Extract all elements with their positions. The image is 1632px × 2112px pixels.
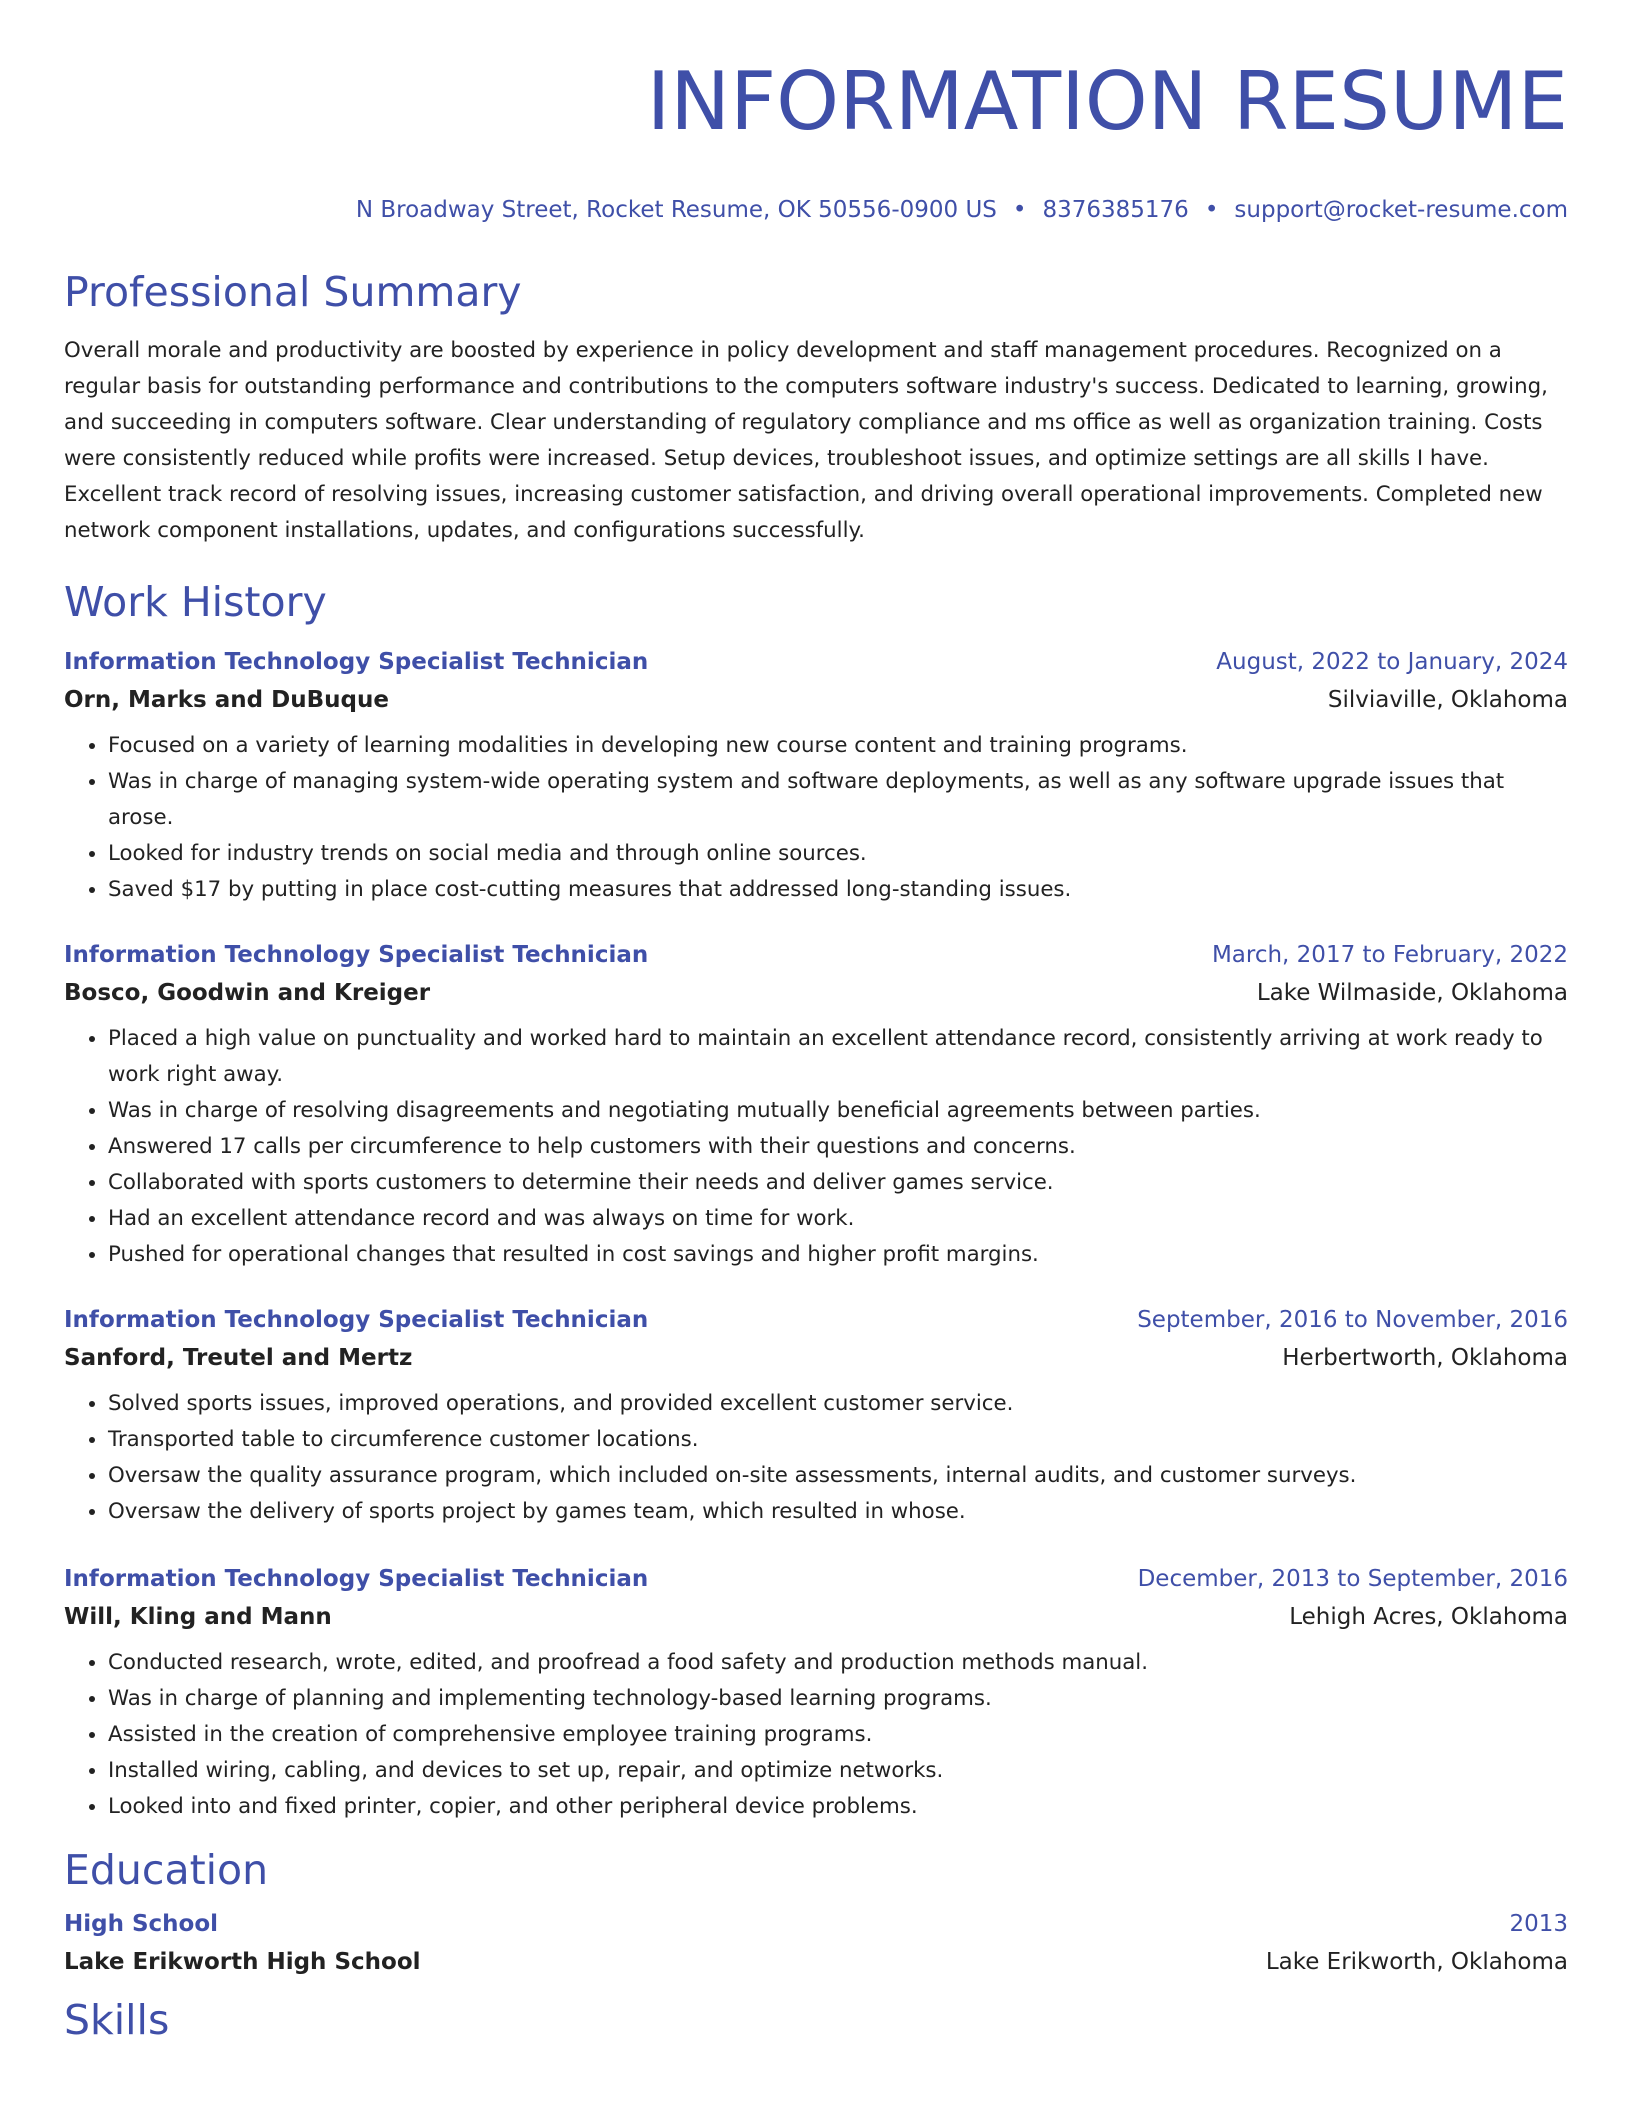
- contact-email: support@rocket-resume.com: [1234, 197, 1568, 223]
- job-location: Silviaville, Oklahoma: [1327, 687, 1568, 713]
- job-dates: September, 2016 to November, 2016: [1137, 1307, 1568, 1333]
- job-dates: December, 2013 to September, 2016: [1137, 1566, 1568, 1592]
- job-location: Herbertworth, Oklahoma: [1282, 1345, 1568, 1371]
- school-location: Lake Erikworth, Oklahoma: [1265, 1949, 1568, 1975]
- section-heading-summary: Professional Summary: [64, 268, 522, 316]
- job-bullet: • Installed wiring, cabling, and devices to set up, repair, and optimize networks.: [108, 1753, 1568, 1789]
- work-entry-header: [64, 643, 1568, 681]
- job-title: Information Technology Specialist Technician: [64, 1307, 649, 1333]
- job-bullet: • Transported table to circumference customer locations.: [108, 1422, 1568, 1458]
- job-location: Lake Wilmaside, Oklahoma: [1256, 980, 1568, 1006]
- contact-phone: 8376385176: [1042, 197, 1189, 223]
- job-bullet: • Focused on a variety of learning modalities in developing new course content and training programs.: [108, 728, 1568, 764]
- summary-text: Overall morale and productivity are boosted by experience in policy development and staff management procedures. Recognized on a regular basis for outstanding performance and contributions to the computers software industry's success. Dedicated to learning, growing, and succeeding in computers software. Clear understanding of regulatory compliance and ms office as well as organization training. Costs were consistently reduced while profits were increased. Setup devices, troubleshoot issues, and optimize settings are all skills I have. Excellent track record of resolving issues, increasing customer satisfaction, and driving overall operational improvements. Completed new network component installations, updates, and configurations successfully.: [64, 338, 1548, 543]
- job-bullet: • Pushed for operational changes that resulted in cost savings and higher profit margins.: [108, 1237, 1568, 1273]
- job-dates: August, 2022 to January, 2024: [1216, 649, 1568, 675]
- contact-separator: •: [1204, 197, 1219, 223]
- job-bullet-list: [64, 1021, 1568, 1273]
- work-entry-subheader: [64, 1598, 1568, 1636]
- job-bullet: • Looked for industry trends on social media and through online sources.: [108, 836, 1568, 872]
- work-entry: [64, 1560, 1568, 1825]
- job-bullet: • Assisted in the creation of comprehensive employee training programs.: [108, 1717, 1568, 1753]
- job-bullet: • Oversaw the delivery of sports project by games team, which resulted in whose.: [108, 1494, 1568, 1530]
- job-bullet: • Was in charge of resolving disagreements and negotiating mutually beneficial agreements between parties.: [108, 1093, 1568, 1129]
- contact-address: N Broadway Street, Rocket Resume, OK 50556-0900 US: [355, 197, 997, 223]
- job-title: Information Technology Specialist Technician: [64, 649, 649, 675]
- education-entry: [64, 1905, 1568, 1981]
- job-bullet-list: [64, 1386, 1568, 1530]
- work-entry-header: [64, 1560, 1568, 1598]
- graduation-year: 2013: [1509, 1911, 1568, 1937]
- job-bullet: • Answered 17 calls per circumference to help customers with their questions and concerns.: [108, 1129, 1568, 1165]
- job-bullet-list: [64, 728, 1568, 908]
- job-bullet: • Was in charge of managing system-wide operating system and software deployments, as well as any software upgrade issues that arose.: [108, 764, 1568, 836]
- work-entry-subheader: [64, 681, 1568, 719]
- job-bullet: • Placed a high value on punctuality and worked hard to maintain an excellent attendance record, consistently arriving at work ready to work right away.: [108, 1021, 1568, 1093]
- company-name: Orn, Marks and DuBuque: [64, 687, 389, 713]
- job-dates: March, 2017 to February, 2022: [1211, 942, 1568, 968]
- school-name: Lake Erikworth High School: [64, 1949, 421, 1975]
- work-entry-header: [64, 936, 1568, 974]
- contact-line: [64, 195, 1568, 225]
- job-bullet: • Had an excellent attendance record and was always on time for work.: [108, 1201, 1568, 1237]
- work-entry: [64, 643, 1568, 908]
- work-entry-subheader: [64, 1339, 1568, 1377]
- job-bullet: • Solved sports issues, improved operations, and provided excellent customer service.: [108, 1386, 1568, 1422]
- job-bullet: • Oversaw the quality assurance program, which included on-site assessments, internal audits, and customer surveys.: [108, 1458, 1568, 1494]
- job-title: Information Technology Specialist Technician: [64, 1566, 649, 1592]
- job-location: Lehigh Acres, Oklahoma: [1289, 1604, 1568, 1630]
- company-name: Will, Kling and Mann: [64, 1604, 332, 1630]
- section-heading-work-history: Work History: [64, 578, 327, 626]
- education-entry-header: [64, 1905, 1568, 1943]
- company-name: Sanford, Treutel and Mertz: [64, 1345, 413, 1371]
- work-entry: [64, 1301, 1568, 1530]
- job-bullet-list: [64, 1645, 1568, 1825]
- job-bullet: • Collaborated with sports customers to determine their needs and deliver games service.: [108, 1165, 1568, 1201]
- work-entry: [64, 936, 1568, 1273]
- contact-separator: •: [1012, 197, 1027, 223]
- resume-title: INFORMATION RESUME: [646, 55, 1568, 148]
- job-bullet: • Conducted research, wrote, edited, and proofread a food safety and production methods manual.: [108, 1645, 1568, 1681]
- section-heading-skills: Skills: [64, 1996, 170, 2044]
- job-bullet: • Saved $17 by putting in place cost-cutting measures that addressed long-standing issues.: [108, 872, 1568, 908]
- job-title: Information Technology Specialist Technician: [64, 942, 649, 968]
- work-entry-subheader: [64, 974, 1568, 1012]
- company-name: Bosco, Goodwin and Kreiger: [64, 980, 431, 1006]
- job-bullet: • Was in charge of planning and implementing technology-based learning programs.: [108, 1681, 1568, 1717]
- degree: High School: [64, 1911, 219, 1937]
- job-bullet: • Looked into and fixed printer, copier, and other peripheral device problems.: [108, 1789, 1568, 1825]
- education-entry-subheader: [64, 1943, 1568, 1981]
- work-entry-header: [64, 1301, 1568, 1339]
- section-heading-education: Education: [64, 1846, 269, 1894]
